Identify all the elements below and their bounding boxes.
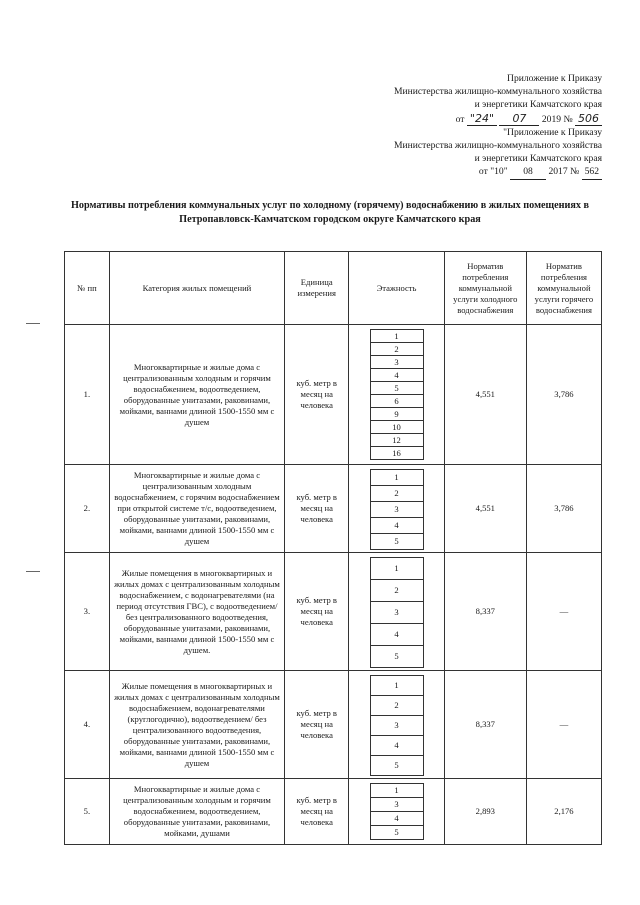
floor-list [349, 671, 443, 776]
header-line-4: от "24" 07 2019 № 506 [312, 112, 602, 126]
floor-value: 4 [370, 812, 424, 826]
header-unit: Единица измерения [285, 252, 349, 325]
floor-list [349, 465, 443, 550]
row-unit: куб. метр в месяц на человека [285, 671, 349, 779]
header-line-7: и энергетики Камчатского края [474, 153, 602, 165]
margin-mark [26, 571, 40, 572]
floor-value: 3 [370, 356, 424, 369]
row-unit: куб. метр в месяц на человека [285, 325, 349, 465]
floor-value: 4 [370, 736, 424, 756]
row-hot-norm: 3,786 [526, 325, 601, 465]
row-number: 2. [65, 465, 110, 553]
floor-value: 5 [370, 826, 424, 840]
row-hot-norm: 2,176 [526, 779, 601, 845]
row-floors [349, 779, 444, 845]
row-unit: куб. метр в месяц на человека [285, 553, 349, 671]
floor-value: 12 [370, 434, 424, 447]
header-line-2: Министерства жилищно-коммунального хозяйства [393, 86, 602, 98]
floor-value: 1 [370, 675, 424, 696]
prev-order-number: 562 [582, 165, 602, 179]
table-row [65, 325, 602, 465]
row-cold-norm: 2,893 [444, 779, 526, 845]
row-category: Многоквартирные и жилые дома с централизованным холодным и горячим водоснабжением, водоотведением, оборудованные унитазами, раковинами, мойками, душами [109, 779, 284, 845]
header-line-3: и энергетики Камчатского края [474, 99, 602, 111]
row-hot-norm: 3,786 [526, 465, 601, 553]
document-title: Нормативы потребления коммунальных услуг по холодному (горячему) водоснабжению в жилых помещениях в Петропавловск-Камчатском городском округе Камчатского края [70, 200, 590, 225]
floor-value: 4 [370, 624, 424, 646]
norms-table [64, 251, 602, 845]
floor-value: 5 [370, 382, 424, 395]
order-day: "24" [467, 112, 497, 126]
floor-value: 6 [370, 395, 424, 408]
table-header-row [65, 252, 602, 325]
floor-value: 1 [370, 783, 424, 798]
table-row [65, 671, 602, 779]
floor-value: 2 [370, 580, 424, 602]
prev-order-month: 08 [510, 165, 546, 179]
header-line-1: Приложение к Приказу [507, 73, 602, 84]
row-floors [349, 553, 444, 671]
row-number: 5. [65, 779, 110, 845]
order-number: 506 [575, 112, 602, 126]
row-cold-norm: 8,337 [444, 671, 526, 779]
header-hot-norm: Норматив потребления коммунальной услуги горячего водоснабжения [526, 252, 601, 325]
floor-value: 3 [370, 602, 424, 624]
floor-value: 5 [370, 756, 424, 776]
floor-list [349, 779, 443, 840]
row-floors [349, 325, 444, 465]
floor-value: 2 [370, 696, 424, 716]
row-number: 4. [65, 671, 110, 779]
document-header [312, 72, 602, 180]
floor-list [349, 553, 443, 668]
floor-value: 3 [370, 502, 424, 518]
floor-value: 4 [370, 518, 424, 534]
row-category: Многоквартирные и жилые дома с централизованным холодным и горячим водоснабжением, водоотведением, оборудованные унитазами, раковинами, мойками, ваннами длиной 1500-1550 мм с душем [109, 325, 284, 465]
row-category: Жилые помещения в многоквартирных и жилых домах с централизованным холодным водоснабжением, с водонагревателями (на период отсутствия ГВС), с водоотведением/без централизованного водоотведения, оборудованные унитазами, раковинами, мойками, ваннами длиной 1500-1550 мм с душем. [109, 553, 284, 671]
row-floors [349, 671, 444, 779]
floor-value: 10 [370, 421, 424, 434]
floor-value: 5 [370, 646, 424, 668]
row-floors [349, 465, 444, 553]
header-line-6: Министерства жилищно-коммунального хозяйства [393, 140, 602, 152]
floor-value: 2 [370, 486, 424, 502]
row-category: Многоквартирные и жилые дома с централизованным холодным водоснабжением, с горячим водоснабжением при открытой системе т/с, водоотведением, оборудованные унитазами, раковинами, мойками, ваннами длиной 1500-1550 мм с душем [109, 465, 284, 553]
header-no: № пп [65, 252, 110, 325]
table-row [65, 465, 602, 553]
margin-mark [26, 323, 40, 324]
row-number: 3. [65, 553, 110, 671]
floor-value: 1 [370, 557, 424, 580]
row-unit: куб. метр в месяц на человека [285, 779, 349, 845]
prev-order-day: "10" [490, 166, 508, 178]
floor-value: 3 [370, 716, 424, 736]
table-row [65, 779, 602, 845]
row-hot-norm: — [526, 671, 601, 779]
floor-list [349, 325, 443, 460]
row-unit: куб. метр в месяц на человека [285, 465, 349, 553]
header-category: Категория жилых помещений [109, 252, 284, 325]
order-month: 07 [499, 112, 539, 126]
floor-value: 1 [370, 469, 424, 486]
floor-value: 3 [370, 798, 424, 812]
row-cold-norm: 4,551 [444, 325, 526, 465]
header-cold-norm: Норматив потребления коммунальной услуги холодного водоснабжения [444, 252, 526, 325]
floor-value: 9 [370, 408, 424, 421]
row-cold-norm: 8,337 [444, 553, 526, 671]
row-category: Жилые помещения в многоквартирных и жилых домах с централизованным холодным водоснабжением, водонагревателями (круглогодично), водоотведением/ без централизованного водоотведения, оборудованные унитазами, раковинами, мойками, ваннами длиной 1500-1550 мм с душем [109, 671, 284, 779]
floor-value: 1 [370, 329, 424, 343]
row-number: 1. [65, 325, 110, 465]
header-line-5: "Приложение к Приказу [503, 126, 602, 138]
header-floors: Этажность [349, 252, 444, 325]
row-cold-norm: 4,551 [444, 465, 526, 553]
floor-value: 2 [370, 343, 424, 356]
table-row [65, 553, 602, 671]
row-hot-norm: — [526, 553, 601, 671]
floor-value: 16 [370, 447, 424, 460]
floor-value: 5 [370, 534, 424, 550]
header-line-8: от "10" 08 2017 № 562 [312, 165, 602, 179]
floor-value: 4 [370, 369, 424, 382]
